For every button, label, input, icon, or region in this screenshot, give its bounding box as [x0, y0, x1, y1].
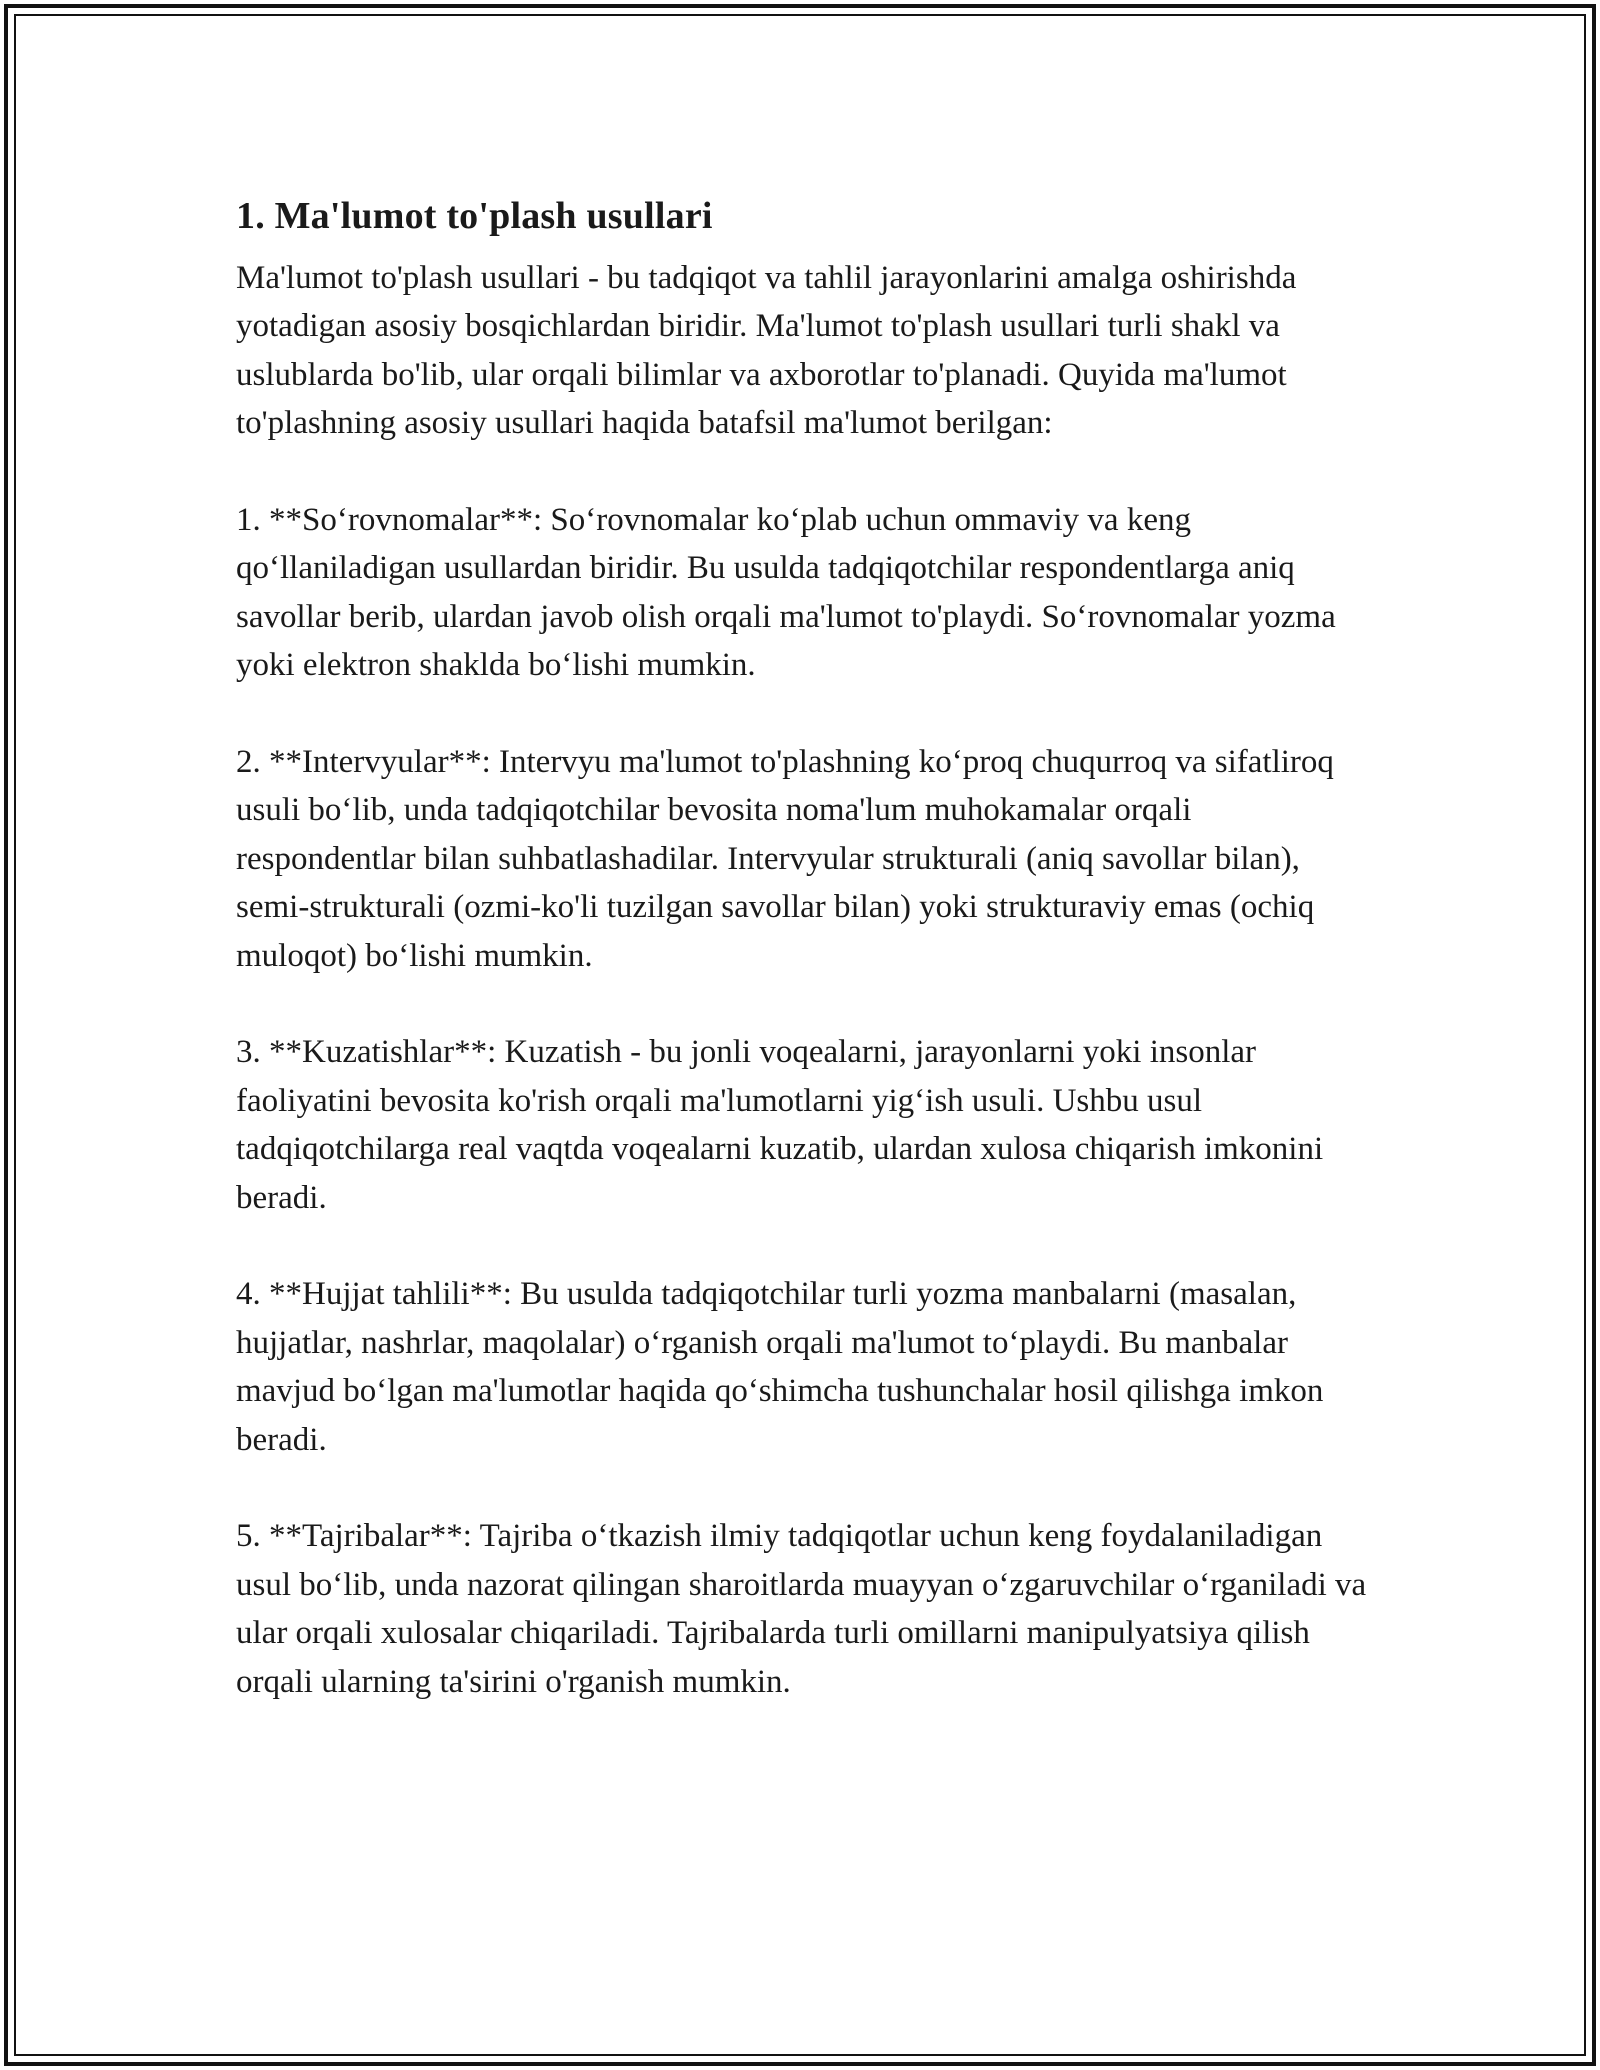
section-heading: 1. Ma'lumot to'plash usullari [236, 195, 713, 237]
list-item-surveys: 1. **So‘rovnomalar**: So‘rovnomalar ko‘plab uchun ommaviy va keng qo‘llaniladigan usullardan biridir. Bu usulda tadqiqotchilar respondentlarga aniq savollar berib, ulardan javob olish orqali ma'lumot to'playdi. So‘rovnomalar yozma yoki elektron shaklda bo‘lishi mumkin. [236, 502, 1336, 684]
list-item-experiments: 5. **Tajribalar**: Tajriba o‘tkazish ilmiy tadqiqotlar uchun keng foydalaniladigan usul bo‘lib, unda nazorat qilingan sharoitlarda muayyan o‘zgaruvchilar o‘rganiladi va ular orqali xulosalar chiqariladi. Tajribalarda turli omillarni manipulyatsiya qilish orqali ularning ta'sirini o'rganish mumkin. [236, 1518, 1367, 1700]
list-item-document-analysis: 4. **Hujjat tahlili**: Bu usulda tadqiqotchilar turli yozma manbalarni (masalan, hujjatlar, nashrlar, maqolalar) o‘rganish orqali ma'lumot to‘playdi. Bu manbalar mavjud bo‘lgan ma'lumotlar haqida qo‘shimcha tushunchalar hosil qilishga imkon beradi. [236, 1276, 1324, 1458]
list-item-observations: 3. **Kuzatishlar**: Kuzatish - bu jonli voqealarni, jarayonlarni yoki insonlar faoliyatini bevosita ko'rish orqali ma'lumotlarni yig‘ish usuli. Ushbu usul tadqiqotchilarga real vaqtda voqealarni kuzatib, ulardan xulosa chiqarish imkonini beradi. [236, 1034, 1324, 1216]
list-item-interviews: 2. **Intervyular**: Intervyu ma'lumot to'plashning ko‘proq chuqurroq va sifatliroq usuli bo‘lib, unda tadqiqotchilar bevosita noma'lum muhokamalar orqali respondentlar bilan suhbatlashadilar. Intervyular strukturali (aniq savollar bilan), semi-strukturali (ozmi-ko'li tuzilgan savollar bilan) yoki strukturaviy emas (ochiq muloqot) bo‘lishi mumkin. [236, 744, 1334, 974]
intro-paragraph: Ma'lumot to'plash usullari - bu tadqiqot va tahlil jarayonlarini amalga oshirishda yotadigan asosiy bosqichlardan biridir. Ma'lumot to'plash usullari turli shakl va uslublarda bo'lib, ular orqali bilimlar va axborotlar to'planadi. Quyida ma'lumot to'plashning asosiy usullari haqida batafsil ma'lumot berilgan: [236, 260, 1297, 442]
document-body [236, 186, 1376, 1706]
